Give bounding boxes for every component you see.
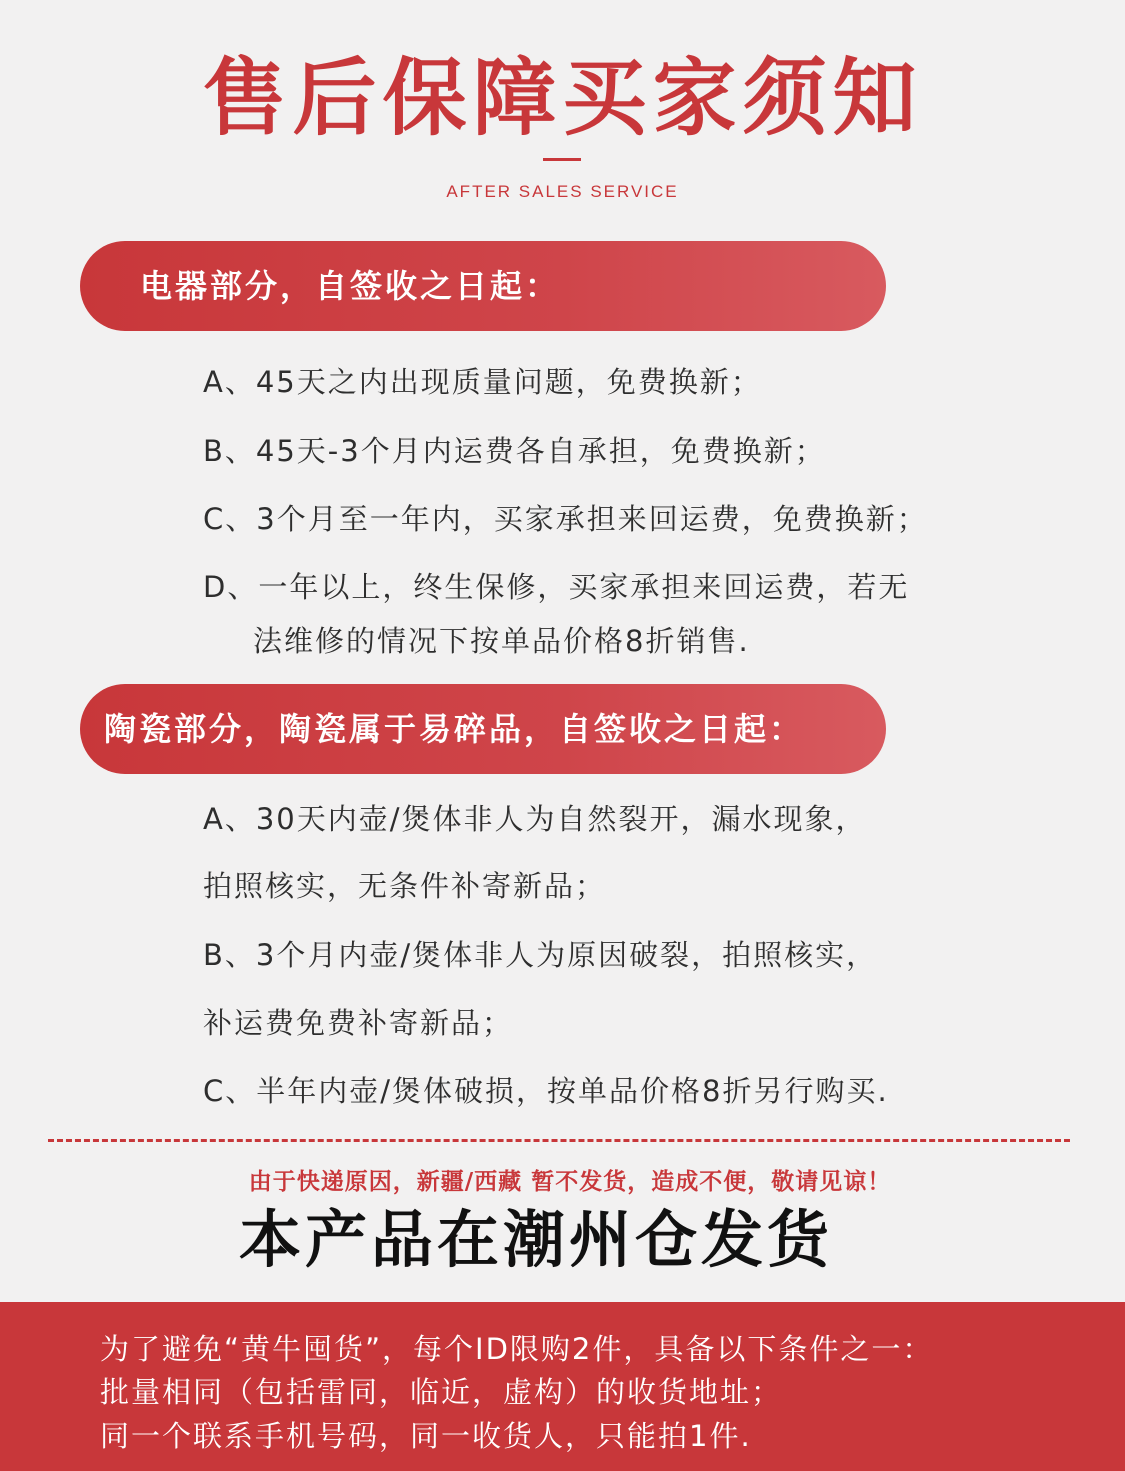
page-title: 售后保障买家须知 <box>202 49 923 147</box>
page-subtitle: AFTER SALES SERVICE <box>446 182 679 201</box>
footer-panel <box>0 1302 1125 1471</box>
electrical-line-c: C、3个月至一年内，买家承担来回运费，免费换新； <box>203 502 928 536</box>
electrical-line-a: A、45天之内出现质量问题，免费换新； <box>203 365 762 399</box>
footer-line-2: 批量相同（包括雷同，临近，虚构）的收货地址； <box>100 1375 783 1409</box>
shipping-notice: 由于快递原因，新疆/西藏 暂不发货，造成不便，敬请见谅！ <box>248 1169 892 1195</box>
ceramic-line-a-cont: 拍照核实，无条件补寄新品； <box>203 869 607 903</box>
section-heading-ceramic: 陶瓷部分，陶瓷属于易碎品，自签收之日起： <box>80 684 886 774</box>
footer-line-3: 同一个联系手机号码，同一收货人，只能拍1件. <box>100 1419 752 1453</box>
section-heading-electrical: 电器部分，自签收之日起： <box>80 241 886 331</box>
electrical-line-d-cont: 法维修的情况下按单品价格8折销售. <box>253 624 750 658</box>
ceramic-line-a: A、30天内壶/煲体非人为自然裂开，漏水现象， <box>203 802 867 836</box>
warehouse-banner: 本产品在潮州仓发货 <box>238 1203 833 1276</box>
title-divider <box>543 158 581 161</box>
ceramic-line-c: C、半年内壶/煲体破损，按单品价格8折另行购买. <box>203 1074 889 1108</box>
ceramic-line-b: B、3个月内壶/煲体非人为原因破裂，拍照核实， <box>203 938 878 972</box>
footer-line-1: 为了避免“黄牛囤货”，每个ID限购2件，具备以下条件之一： <box>100 1332 934 1366</box>
dashed-divider <box>48 1139 1070 1142</box>
ceramic-line-b-cont: 补运费免费补寄新品； <box>203 1006 514 1040</box>
electrical-line-b: B、45天-3个月内运费各自承担，免费换新； <box>203 434 826 468</box>
electrical-line-d: D、一年以上，终生保修，买家承担来回运费，若无 <box>203 570 910 604</box>
